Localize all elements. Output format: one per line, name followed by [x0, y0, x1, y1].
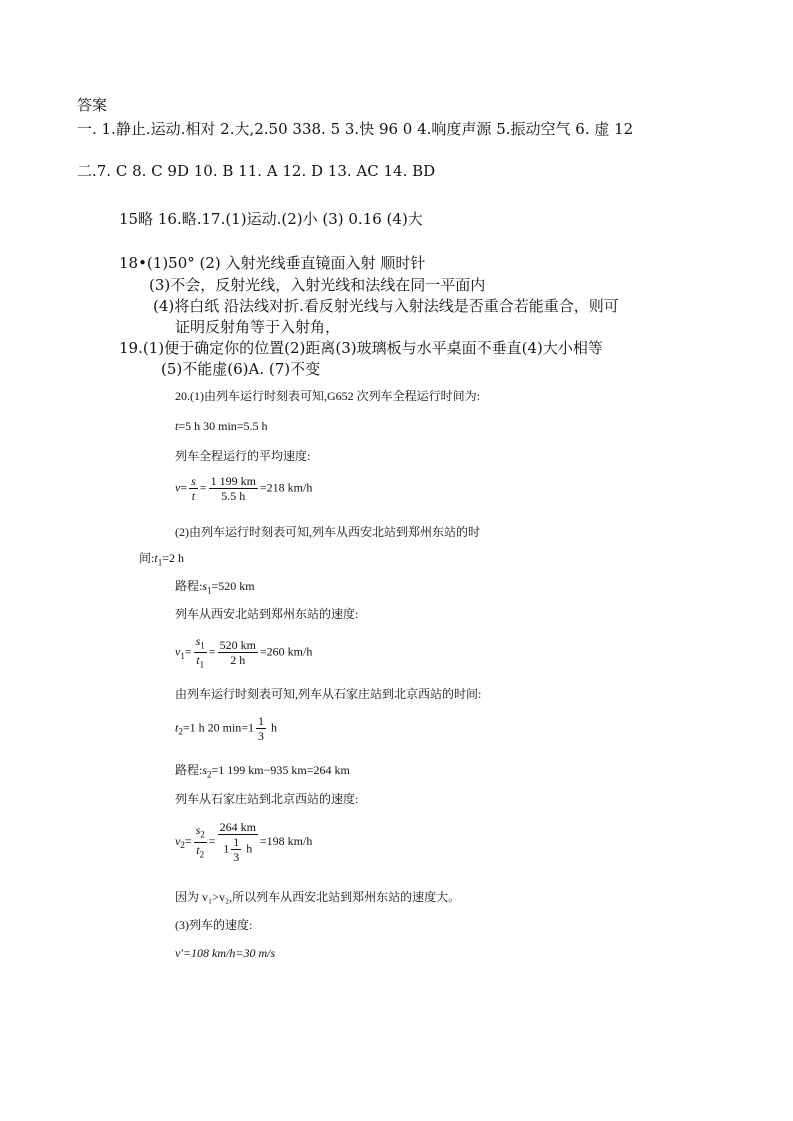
q20-v2-label: 列车从石家庄站到北京西站的速度:: [175, 792, 359, 806]
q20-line1: 20.(1)由列车运行时刻表可知,G652 次列车全程运行时间为:: [175, 389, 480, 403]
q20-avg-speed-label: 列车全程运行的平均速度:: [175, 449, 311, 463]
q20-part2-intro: (2)由列车运行时刻表可知,列车从西安北站到郑州东站的时: [175, 525, 480, 539]
part2-answers: 二.7. C 8. C 9D 10. B 11. A 12. D 13. AC 14. BD: [77, 162, 436, 180]
q20-t2: $t_2=1$ h 20 min=1 $\frac{1}{3}$ h: [175, 714, 278, 743]
q20-t2-label: 由列车运行时刻表可知,列车从石家庄站到北京西站的时间:: [175, 687, 482, 701]
fraction-s-over-t: $\frac{s}{t}$: [191, 474, 196, 503]
q20-part3-speed: v′=108 km/h=30 m/s: [175, 946, 276, 960]
q20-part3-label: (3)列车的速度:: [175, 918, 253, 932]
fraction-s2-over-t2: $\frac{s_2}{t_2}$: [195, 823, 205, 859]
q20-avg-speed-formula: [175, 474, 312, 503]
eq-sign: =: [180, 480, 188, 495]
fraction-520-over-2: $\frac{520 km}{2 h}$: [219, 638, 256, 668]
q20-t1: 间$:t_1=2$ h: [139, 551, 184, 568]
v-var: v: [175, 480, 181, 495]
q20-v1-formula: $v_1=$ $\frac{s_1}{t_1}$ = $\frac{520 km}{2 h}$ =260 km/h: [175, 634, 313, 670]
q18-line1: 18•(1)50° (2) 入射光线垂直镜面入射 顺时针: [119, 254, 426, 272]
t-value: =5 h 30 min=5.5 h: [178, 419, 268, 433]
fraction-one-third: $\frac{1}{3}$: [258, 714, 265, 743]
fraction-264-over-time: 264 km 1 $\frac{1}{3}$ h: [219, 820, 256, 864]
q20-total-time: [175, 418, 268, 434]
q20-s1: 路程$:s_1=520$ km: [175, 579, 255, 596]
eq-sign: =: [199, 480, 207, 495]
fraction-distance-over-time: $\frac{1 199 km}{5.5 h}$: [210, 474, 256, 503]
q20-comparison: 因为 v₁>v₂,所以列车从西安北站到郑州东站的速度大。: [175, 890, 461, 904]
q18-line3: (4)将白纸 沿法线对折.看反射光线与入射法线是否重合若能重合，则可: [153, 297, 619, 315]
q20-v1-label: 列车从西安北站到郑州东站的速度:: [175, 607, 359, 621]
q20-v2-formula: $v_2=$ $\frac{s_2}{t_2}$ = 264 km 1 $\frac{1}{3}$ h =198 km/h: [175, 820, 313, 864]
q19-line2: (5)不能虚(6)A. (7)不变: [161, 360, 321, 378]
q18-line4: 证明反射角等于入射角，: [175, 318, 341, 336]
q20-s2: 路程$:s_2=1$ 199 km−935 km=264 km: [175, 763, 350, 780]
fraction-s1-over-t1: $\frac{s_1}{t_1}$: [195, 634, 205, 670]
q15-17-answers: 15略 16.略.17.(1)运动.(2)小 (3) 0.16 (4)大: [119, 210, 423, 228]
avg-speed-result: =218 km/h: [259, 480, 313, 495]
answer-title: 答案: [77, 96, 108, 114]
t-var: t: [175, 419, 179, 433]
q19-line1: 19.(1)便于确定你的位置(2)距离(3)玻璃板与水平桌面不垂直(4)大小相等: [119, 339, 603, 357]
part1-answers: 一. 1.静止.运动.相对 2.大,2.50 338. 5 3.快 96 0 4.响度声源 5.振动空气 6. 虚 12: [77, 120, 634, 138]
q18-line2: (3)不会，反射光线，入射光线和法线在同一平面内: [149, 276, 486, 294]
